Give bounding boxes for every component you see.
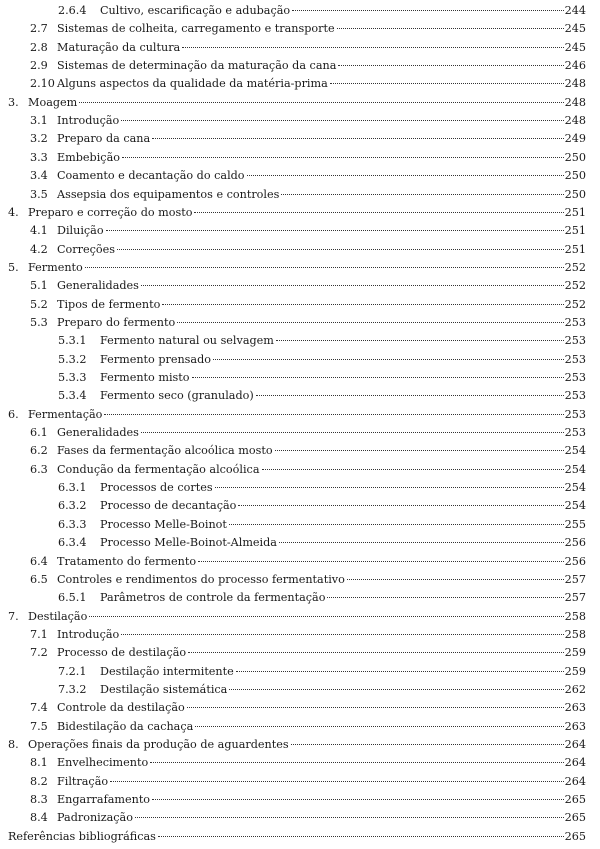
dot-leader [110, 781, 564, 782]
toc-entry[interactable] [0, 243, 600, 261]
toc-entry-page: 245 [564, 22, 586, 36]
toc-entry-page: 254 [564, 444, 586, 458]
toc-entry-title: Generalidades [57, 279, 139, 293]
toc-entry-number: 8. [8, 738, 19, 751]
toc-entry-title: Embebição [57, 150, 120, 164]
toc-entry-number: 7. [8, 609, 19, 623]
toc-entry-title: Introdução [57, 627, 120, 641]
toc-entry-number: 5.2 [30, 297, 48, 311]
toc-entry-number: 2.9 [30, 59, 48, 73]
toc-entry[interactable] [0, 279, 600, 297]
toc-entry-number: 6.5.1 [58, 591, 87, 605]
toc-entry-title: Preparo da cana [57, 132, 151, 146]
toc-entry-page: 256 [564, 536, 586, 550]
toc-entry[interactable] [0, 591, 600, 609]
toc-entry-page: 252 [564, 297, 586, 311]
toc-entry-number: 6. [8, 407, 19, 421]
dot-leader [276, 340, 564, 341]
toc-entry-title: Sistemas de colheita, carregamento e transporte [57, 22, 335, 36]
dot-leader [330, 83, 564, 84]
toc-entry[interactable] [0, 426, 600, 444]
toc-entry-title: Sistemas de determinação da maturação da cana [57, 59, 337, 73]
dot-leader [238, 505, 564, 506]
toc-entry-page: 257 [564, 572, 586, 586]
toc-entry-page: 264 [564, 738, 586, 751]
toc-entry-title: Processo de decantação [100, 499, 237, 513]
toc-entry-page: 253 [564, 334, 586, 348]
toc-entry-number: 5.1 [30, 279, 48, 293]
toc-entry[interactable] [0, 334, 600, 352]
toc-entry[interactable] [0, 499, 600, 517]
toc-entry-title: Filtração [57, 774, 109, 788]
toc-entry-page: 262 [564, 682, 586, 696]
toc-entry[interactable] [0, 41, 600, 59]
toc-entry-page: 250 [564, 187, 586, 201]
toc-entry-number: 3. [8, 95, 19, 109]
dot-leader [152, 138, 564, 139]
toc-entry[interactable] [0, 720, 600, 738]
dot-leader [338, 65, 564, 66]
toc-entry[interactable] [0, 188, 600, 206]
toc-entry-number: 5.3.3 [58, 371, 87, 384]
dot-leader [281, 194, 564, 195]
toc-entry-page: 251 [564, 224, 586, 238]
toc-entry-number: 2.6.4 [58, 4, 87, 17]
dot-leader [122, 157, 564, 158]
toc-entry[interactable] [0, 261, 600, 279]
toc-entry[interactable] [0, 830, 600, 848]
toc-entry[interactable] [0, 701, 600, 719]
dot-leader [150, 762, 564, 763]
dot-leader [192, 377, 565, 378]
toc-entry-title: Controles e rendimentos do processo fermentativo [57, 572, 345, 586]
toc-entry-title: Diluição [57, 224, 104, 238]
toc-entry-number: 7.5 [30, 719, 48, 733]
toc-entry-title: Fermento prensado [100, 352, 211, 366]
toc-entry-title: Fermento misto [100, 371, 190, 384]
dot-leader [182, 47, 564, 48]
toc-entry[interactable] [0, 59, 600, 77]
toc-entry-title: Processo Melle-Boinot [100, 517, 227, 531]
toc-entry-page: 245 [564, 40, 586, 54]
toc-entry-page: 265 [564, 793, 586, 807]
toc-entry-page: 253 [564, 426, 586, 440]
toc-entry[interactable] [0, 4, 600, 22]
dot-leader [194, 212, 564, 213]
toc-entry[interactable] [0, 518, 600, 536]
toc-entry-title: Destilação intermitente [100, 664, 234, 678]
toc-entry[interactable] [0, 775, 600, 793]
toc-entry[interactable] [0, 536, 600, 554]
toc-entry-title: Tipos de fermento [57, 297, 161, 311]
toc-entry[interactable] [0, 573, 600, 591]
toc-entry-number: 6.1 [30, 426, 48, 440]
toc-entry-number: 5.3.1 [58, 334, 87, 348]
toc-entry-title: Processo Melle-Boinot-Almeida [100, 536, 277, 550]
toc-entry-page: 255 [564, 517, 586, 531]
dot-leader [121, 120, 564, 121]
toc-entry-title: Fermento [28, 260, 83, 274]
toc-entry[interactable] [0, 408, 600, 426]
dot-leader [141, 432, 564, 433]
toc-entry-page: 264 [564, 756, 586, 770]
toc-entry-title: Fermento seco (granulado) [100, 389, 254, 403]
toc-entry-page: 252 [564, 279, 586, 293]
toc-entry-page: 253 [564, 315, 586, 329]
dot-leader [327, 597, 564, 598]
toc-entry[interactable] [0, 114, 600, 132]
toc-entry-number: 6.4 [30, 554, 48, 568]
dot-leader [275, 450, 564, 451]
dot-leader [135, 817, 564, 818]
dot-leader [262, 469, 565, 470]
toc-entry-title: Correções [57, 242, 115, 256]
dot-leader [291, 744, 564, 745]
toc-entry-page: 250 [564, 169, 586, 183]
toc-entry-number: 4.2 [30, 242, 48, 256]
dot-leader [152, 799, 564, 800]
toc-entry-number: 8.4 [30, 811, 48, 825]
dot-leader [347, 579, 564, 580]
toc-entry[interactable] [0, 96, 600, 114]
dot-leader [177, 322, 564, 323]
toc-entry-page: 244 [564, 4, 586, 17]
dot-leader [162, 304, 564, 305]
toc-entry-title: Alguns aspectos da qualidade da matéria-prima [57, 77, 328, 91]
toc-entry-number: 7.2 [30, 646, 48, 660]
dot-leader [215, 487, 564, 488]
toc-entry-page: 248 [564, 95, 586, 109]
toc-entry-page: 254 [564, 499, 586, 513]
toc-entry-title: Destilação sistemática [100, 682, 228, 696]
toc-entry[interactable] [0, 151, 600, 169]
toc-entry-page: 251 [564, 205, 586, 219]
dot-leader [188, 652, 564, 653]
toc-entry-number: 3.4 [30, 169, 48, 183]
toc-entry-number: 4. [8, 205, 19, 219]
toc-entry-page: 263 [564, 701, 586, 715]
toc-entry-number: 6.3.2 [58, 499, 87, 513]
dot-leader [198, 561, 564, 562]
toc-entry[interactable] [0, 610, 600, 628]
toc-entry[interactable] [0, 132, 600, 150]
toc-entry-number: 7.1 [30, 627, 48, 641]
toc-entry-page: 252 [564, 260, 586, 274]
toc-entry-page: 253 [564, 352, 586, 366]
toc-entry-page: 253 [564, 407, 586, 421]
toc-entry[interactable] [0, 316, 600, 334]
toc-entry-number: 5.3.2 [58, 352, 87, 366]
toc-entry-title: Generalidades [57, 426, 139, 440]
toc-entry[interactable] [0, 683, 600, 701]
toc-entry-number: 8.1 [30, 756, 48, 770]
toc-entry[interactable] [0, 555, 600, 573]
toc-entry-number: 3.3 [30, 150, 48, 164]
toc-entry[interactable] [0, 646, 600, 664]
toc-entry-number: 7.4 [30, 701, 48, 715]
toc-entry-number: 6.3.4 [58, 536, 87, 550]
toc-entry[interactable] [0, 206, 600, 224]
toc-entry-title: Processo de destilação [57, 646, 187, 660]
toc-entry-title: Moagem [28, 95, 78, 109]
dot-leader [85, 267, 564, 268]
toc-entry-number: 4.1 [30, 224, 48, 238]
dot-leader [292, 10, 564, 11]
toc-entry-number: 2.10 [30, 77, 55, 91]
dot-leader [229, 524, 564, 525]
toc-entry-page: 251 [564, 242, 586, 256]
toc-entry-title: Controle da destilação [57, 701, 185, 715]
toc-entry[interactable] [0, 22, 600, 40]
toc-entry-number: 7.2.1 [58, 664, 87, 678]
toc-entry-title: Preparo e correção do mosto [28, 205, 193, 219]
dot-leader [79, 102, 564, 103]
toc-entry-page: 263 [564, 719, 586, 733]
toc-entry-page: 265 [564, 829, 586, 843]
toc-entry-number: 2.8 [30, 40, 48, 54]
toc-entry[interactable] [0, 756, 600, 774]
toc-entry-page: 249 [564, 132, 586, 146]
dot-leader [236, 671, 564, 672]
toc-entry-number: 3.1 [30, 114, 48, 128]
dot-leader [256, 395, 564, 396]
toc-entry-page: 259 [564, 664, 586, 678]
toc-entry-number: 3.2 [30, 132, 48, 146]
toc-entry-title: Parâmetros de controle da fermentação [100, 591, 326, 605]
dot-leader [229, 689, 564, 690]
dot-leader [213, 359, 564, 360]
toc-entry[interactable] [0, 811, 600, 829]
toc-entry-number: 8.3 [30, 793, 48, 807]
dot-leader [106, 230, 564, 231]
toc-entry-title: Coamento e decantação do caldo [57, 169, 245, 183]
toc-entry-number: 6.5 [30, 572, 48, 586]
toc-entry[interactable] [0, 389, 600, 407]
toc-entry[interactable] [0, 628, 600, 646]
dot-leader [121, 634, 564, 635]
dot-leader [89, 616, 564, 617]
toc-entry-number: 6.3 [30, 462, 48, 476]
toc-entry-page: 254 [564, 481, 586, 495]
toc-entry-page: 254 [564, 462, 586, 476]
toc-entry-number: 6.3.3 [58, 517, 87, 531]
toc-entry-page: 246 [564, 59, 586, 73]
toc-entry-title: Envelhecimento [57, 756, 149, 770]
toc-entry-title: Condução da fermentação alcoólica [57, 462, 260, 476]
toc-entry-title: Maturação da cultura [57, 40, 181, 54]
toc-entry[interactable] [0, 463, 600, 481]
toc-entry-title: Padronização [57, 811, 133, 825]
dot-leader [158, 836, 564, 837]
toc-entry[interactable] [0, 77, 600, 95]
toc-entry-title: Assepsia dos equipamentos e controles [57, 187, 280, 201]
toc-entry-title: Preparo do fermento [57, 315, 176, 329]
toc-entry-title: Fermento natural ou selvagem [100, 334, 274, 348]
toc-entry[interactable] [0, 169, 600, 187]
toc-entry-title: Referências bibliográficas [8, 829, 156, 843]
dot-leader [195, 726, 564, 727]
toc-entry-number: 8.2 [30, 774, 48, 788]
toc-entry-page: 264 [564, 774, 586, 788]
toc-entry-page: 265 [564, 811, 586, 825]
toc-entry-title: Tratamento do fermento [57, 554, 197, 568]
toc-entry[interactable] [0, 665, 600, 683]
toc-entry-page: 256 [564, 554, 586, 568]
toc-entry-page: 248 [564, 114, 586, 128]
toc-entry-page: 253 [564, 371, 586, 384]
toc-entry[interactable] [0, 224, 600, 242]
toc-entry-title: Introdução [57, 114, 120, 128]
toc-entry-number: 5.3 [30, 315, 48, 329]
toc-entry[interactable] [0, 371, 600, 389]
toc-entry-number: 7.3.2 [58, 682, 87, 696]
dot-leader [279, 542, 564, 543]
toc-entry-page: 248 [564, 77, 586, 91]
toc-entry-number: 5.3.4 [58, 389, 87, 403]
toc-entry[interactable] [0, 738, 600, 756]
toc-entry-number: 6.3.1 [58, 481, 87, 495]
dot-leader [337, 28, 564, 29]
dot-leader [104, 414, 564, 415]
dot-leader [141, 285, 564, 286]
toc-entry-page: 257 [564, 591, 586, 605]
toc-entry-page: 258 [564, 609, 586, 623]
dot-leader [117, 249, 564, 250]
dot-leader [187, 707, 564, 708]
toc-entry[interactable] [0, 353, 600, 371]
toc-entry-number: 3.5 [30, 187, 48, 201]
dot-leader [247, 175, 564, 176]
toc-entry-number: 2.7 [30, 22, 48, 36]
toc-entry-title: Fermentação [28, 407, 103, 421]
toc-entry-number: 5. [8, 260, 19, 274]
toc-entry-title: Bidestilação da cachaça [57, 719, 194, 733]
toc-entry-title: Processos de cortes [100, 481, 213, 495]
toc-entry-title: Operações finais da produção de aguardentes [28, 738, 289, 751]
toc-entry-title: Engarrafamento [57, 793, 151, 807]
toc-entry[interactable] [0, 298, 600, 316]
toc-entry[interactable] [0, 793, 600, 811]
toc-entry-title: Cultivo, escarificação e adubação [100, 4, 291, 17]
toc-entry-title: Fases da fermentação alcoólica mosto [57, 444, 273, 458]
toc-entry-number: 6.2 [30, 444, 48, 458]
toc-entry[interactable] [0, 444, 600, 462]
toc-entry[interactable] [0, 481, 600, 499]
toc-entry-page: 258 [564, 627, 586, 641]
toc-entry-page: 259 [564, 646, 586, 660]
toc-entry-page: 250 [564, 150, 586, 164]
toc-entry-title: Destilação [28, 609, 88, 623]
toc-entry-page: 253 [564, 389, 586, 403]
